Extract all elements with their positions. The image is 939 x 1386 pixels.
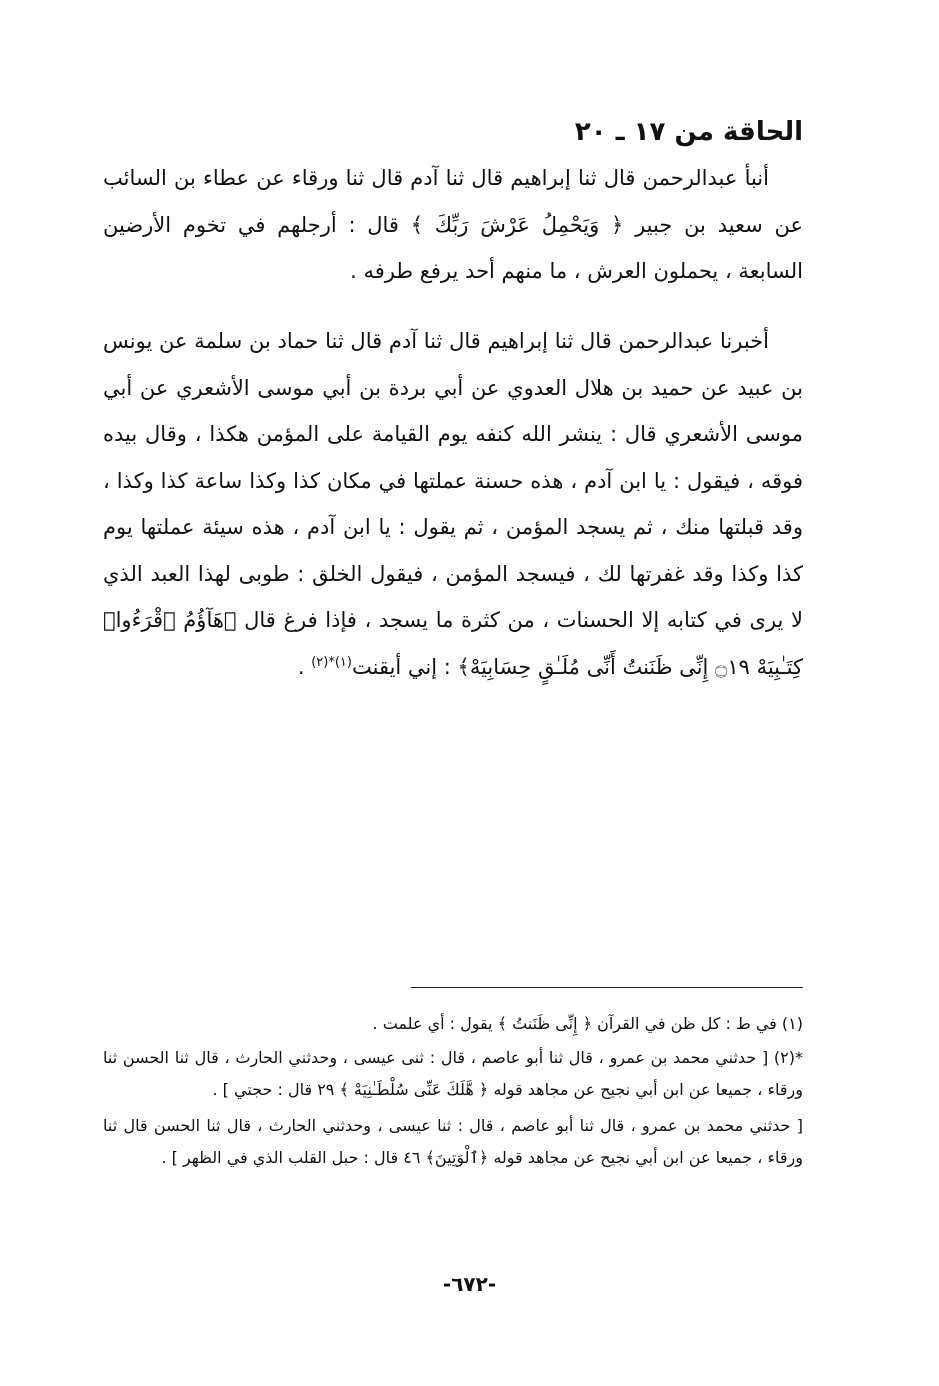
paragraph-2-text: أخبرنا عبدالرحمن قال ثنا إبراهيم قال ثنا آدم قال ثنا حماد بن سلمة عن يونس بن عبيد عن حميد بن هلال العدوي عن أبي بردة بن أبي موسى الأشعري عن أبي موسى الأشعري قال : ينشر الله كنفه يوم القيامة على المؤمن هكذا ، وقال بيده فوقه ، فيقول : يا ابن آدم ، هذه حسنة عملتها في مكان كذا وكذا ساعة كذا وكذا ، وقد قبلتها منك ، ثم يسجد المؤمن ، ثم يقول : يا ابن آدم ، هذه سيئة عملتها يوم كذا وكذا وقد غفرتها لك ، فيسجد المؤمن ، فيقول الخلق : طوبى لهذا العبد الذي لا يرى في كتابه إلا الحسنات ، من كثرة ما يسجد ، فإذا فرغ قال ﴿هَآؤُمُ ٱقْرَءُوا۟ كِتَـٰبِيَهْ ۝١٩ إِنِّى ظَنَنتُ أَنِّى مُلَـٰقٍ حِسَابِيَهْ﴾ : إني أيقنت bbox=[103, 329, 803, 679]
footnotes bbox=[103, 1008, 803, 1174]
paragraph-2 bbox=[103, 318, 803, 690]
footnote-1: (١) في ط : كل ظن في القرآن ﴿ إِنِّى ظَنَنتُ ﴾ يقول : أي علمت . bbox=[372, 1014, 803, 1033]
paragraph-1-text: أنبأ عبدالرحمن قال ثنا إبراهيم قال ثنا آدم قال ثنا ورقاء عن عطاء بن السائب عن سعيد بن جبير ﴿ وَيَحْمِلُ عَرْشَ رَبِّكَ ﴾ قال : أرجلهم في تخوم الأرضين السابعة ، يحملون العرش ، ما منهم أحد يرفع طرفه . bbox=[103, 166, 803, 283]
footnote-markers: (١)*(٢) bbox=[311, 654, 352, 670]
paragraph-2-ending: . bbox=[297, 654, 312, 679]
section-heading: الحاقة من ١٧ ـ ٢٠ bbox=[574, 117, 803, 147]
paragraph-1 bbox=[103, 155, 803, 295]
footnote-2: *(٢) [ حدثني محمد بن عمرو ، قال ثنا أبو عاصم ، قال : ثنى عيسى ، وحدثني الحارث ، قال ثنا الحسن ثنا ورقاء ، جميعا عن ابن أبي نجيح عن مجاهد قوله ﴿ هَّلَكَ عَنِّى سُلْطَـٰنِيَهْ ﴾ ٢٩ قال : حجتي ] . bbox=[103, 1048, 803, 1099]
footnote-separator bbox=[411, 987, 803, 988]
page-number: -٦٧٢- bbox=[442, 1272, 497, 1296]
footnote-3: [ حدثني محمد بن عمرو ، قال ثنا أبو عاصم ، قال : ثنا عيسى ، وحدثني الحارث ، قال ثنا الحسن قال ثنا ورقاء ، جميعا عن ابن أبي نجيح عن مجاهد قوله ﴿ٱلْوَتِينَ﴾ ٤٦ قال : حبل القلب الذي في الظهر ] . bbox=[103, 1116, 803, 1167]
paragraph-2-content bbox=[103, 318, 803, 690]
